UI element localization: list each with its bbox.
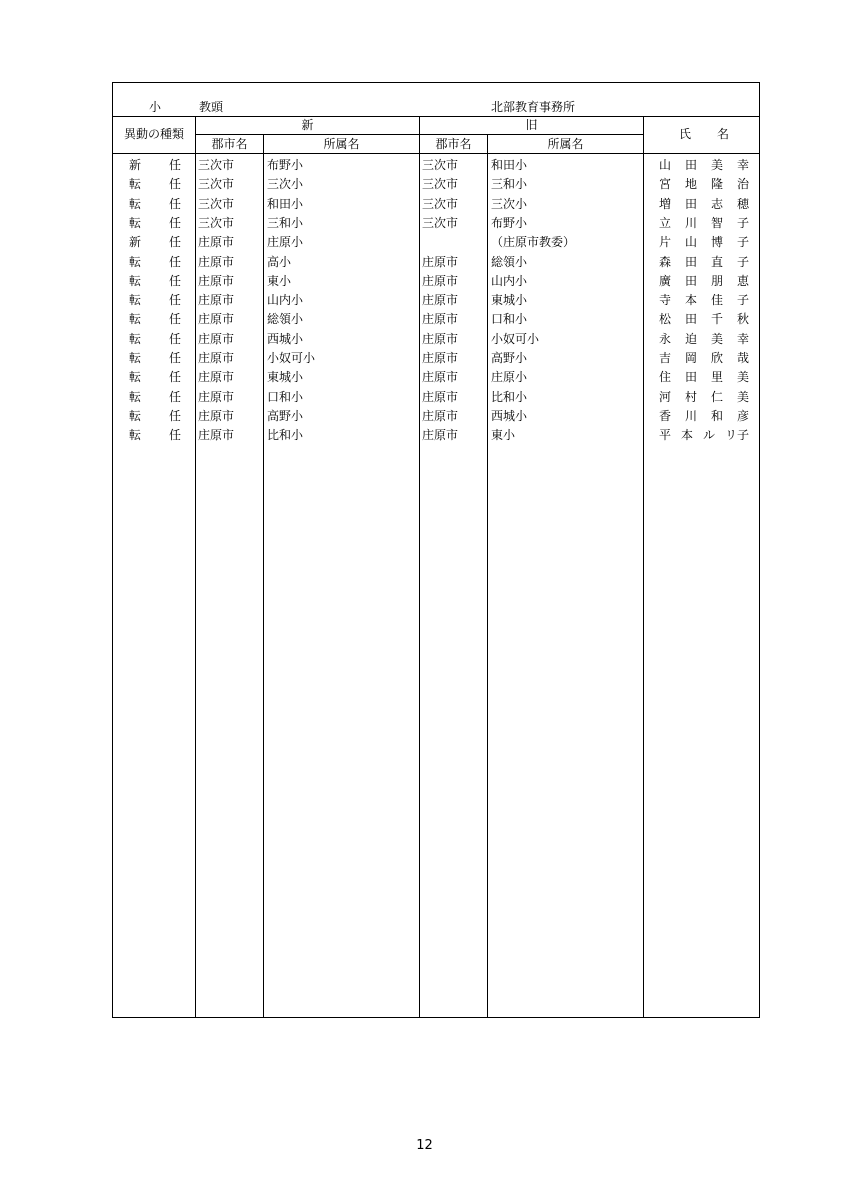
person-name: 永 迫 美 幸 [659, 331, 749, 346]
old-school: （庄原市教委） [491, 235, 576, 250]
table-row [113, 272, 759, 291]
old-school: 比和小 [491, 389, 528, 404]
old-district: 庄原市 [422, 293, 459, 308]
old-district: 三次市 [422, 215, 459, 230]
new-district: 庄原市 [198, 389, 235, 404]
new-district: 庄原市 [198, 351, 235, 365]
personnel-table [112, 82, 760, 1018]
table-row [113, 253, 759, 272]
new-district-header: 郡市名 [211, 137, 248, 151]
old-school: 和田小 [491, 158, 528, 172]
table-row [113, 175, 759, 194]
old-district: 三次市 [422, 158, 459, 172]
old-district: 三次市 [422, 196, 459, 211]
person-name: 平 本 ル リ子 [659, 428, 749, 443]
old-school: 布野小 [491, 215, 528, 230]
old-district: 庄原市 [422, 389, 459, 404]
new-school: 高野小 [267, 408, 304, 423]
new-school: 東城小 [267, 370, 304, 385]
person-name: 増 田 志 穂 [659, 196, 749, 211]
new-district: 庄原市 [198, 273, 235, 288]
table-row [113, 195, 759, 214]
new-district: 庄原市 [198, 312, 235, 327]
person-name: 片 山 博 子 [659, 235, 749, 250]
new-affiliation-header: 所属名 [323, 137, 360, 151]
new-district: 庄原市 [198, 331, 235, 346]
new-school: 総領小 [267, 312, 304, 327]
table-row [113, 330, 759, 349]
old-district: 庄原市 [422, 408, 459, 423]
new-group-header: 新 [301, 118, 314, 132]
school-level: 小 [149, 100, 162, 114]
table-row [113, 156, 759, 175]
old-district: 庄原市 [422, 312, 459, 327]
old-district: 庄原市 [422, 351, 459, 365]
name-header-char-1: 氏 [679, 127, 692, 141]
person-name: 森 田 直 子 [659, 254, 749, 269]
new-school: 三次小 [267, 177, 304, 192]
old-district: 庄原市 [422, 331, 459, 346]
table-row [113, 407, 759, 426]
old-district: 三次市 [422, 177, 459, 192]
old-school: 口和小 [491, 312, 528, 327]
person-name: 香 川 和 彦 [659, 408, 749, 423]
old-school: 三和小 [491, 177, 528, 192]
new-school: 小奴可小 [267, 351, 316, 365]
new-school: 庄原小 [267, 235, 304, 250]
old-school: 小奴可小 [491, 331, 540, 346]
header-top-divider [113, 116, 759, 117]
transfer-type: 新 任 [129, 158, 181, 172]
person-name: 松 田 千 秋 [659, 312, 749, 327]
old-group-header: 旧 [525, 118, 538, 132]
transfer-type: 転 任 [129, 273, 181, 288]
person-name: 廣 田 朋 恵 [659, 273, 749, 288]
new-district: 庄原市 [198, 428, 235, 443]
new-district: 三次市 [198, 158, 235, 172]
old-school: 総領小 [491, 254, 528, 269]
table-row [113, 368, 759, 387]
old-school: 山内小 [491, 273, 528, 288]
table-row [113, 310, 759, 329]
table-row [113, 349, 759, 368]
person-name: 宮 地 隆 治 [659, 177, 749, 192]
old-district: 庄原市 [422, 370, 459, 385]
table-row [113, 233, 759, 252]
new-district: 庄原市 [198, 370, 235, 385]
new-district: 庄原市 [198, 235, 235, 250]
transfer-type: 転 任 [129, 351, 181, 365]
old-school: 三次小 [491, 196, 528, 211]
transfer-type: 転 任 [129, 370, 181, 385]
transfer-type: 転 任 [129, 389, 181, 404]
old-affiliation-header: 所属名 [547, 137, 584, 151]
transfer-type: 転 任 [129, 293, 181, 308]
table-row [113, 214, 759, 233]
new-district: 庄原市 [198, 293, 235, 308]
person-name: 山 田 美 幸 [659, 158, 749, 172]
new-school: 高小 [267, 254, 292, 269]
new-school: 山内小 [267, 293, 304, 308]
header-bottom-divider [113, 153, 759, 154]
old-district: 庄原市 [422, 428, 459, 443]
transfer-type: 新 任 [129, 235, 181, 250]
new-district: 三次市 [198, 177, 235, 192]
person-name: 立 川 智 子 [659, 215, 749, 230]
name-header-char-2: 名 [717, 127, 730, 141]
person-name: 住 田 里 美 [659, 370, 749, 385]
transfer-type: 転 任 [129, 196, 181, 211]
type-column-header: 異動の種類 [123, 127, 184, 141]
person-name: 吉 岡 欣 哉 [659, 351, 749, 365]
table-row [113, 291, 759, 310]
old-school: 庄原小 [491, 370, 528, 385]
transfer-type: 転 任 [129, 331, 181, 346]
transfer-type: 転 任 [129, 177, 181, 192]
new-school: 三和小 [267, 215, 304, 230]
new-school: 布野小 [267, 158, 304, 172]
old-school: 西城小 [491, 408, 528, 423]
table-row [113, 426, 759, 445]
new-school: 西城小 [267, 331, 304, 346]
person-name: 河 村 仁 美 [659, 389, 749, 404]
table-row [113, 388, 759, 407]
new-district: 三次市 [198, 196, 235, 211]
old-school: 高野小 [491, 351, 528, 365]
new-school: 口和小 [267, 389, 304, 404]
transfer-type: 転 任 [129, 215, 181, 230]
person-name: 寺 本 佳 子 [659, 293, 749, 308]
new-district: 三次市 [198, 215, 235, 230]
transfer-type: 転 任 [129, 428, 181, 443]
transfer-type: 転 任 [129, 408, 181, 423]
old-school: 東小 [491, 428, 516, 443]
transfer-type: 転 任 [129, 312, 181, 327]
transfer-type: 転 任 [129, 254, 181, 269]
old-district: 庄原市 [422, 273, 459, 288]
new-school: 東小 [267, 273, 292, 288]
new-school: 比和小 [267, 428, 304, 443]
old-district-header: 郡市名 [435, 137, 472, 151]
new-school: 和田小 [267, 196, 304, 211]
position-title: 教頭 [199, 100, 224, 114]
new-district: 庄原市 [198, 408, 235, 423]
old-school: 東城小 [491, 293, 528, 308]
page-number: 12 [416, 1138, 433, 1153]
office-name: 北部教育事務所 [491, 100, 576, 114]
new-district: 庄原市 [198, 254, 235, 269]
old-district: 庄原市 [422, 254, 459, 269]
